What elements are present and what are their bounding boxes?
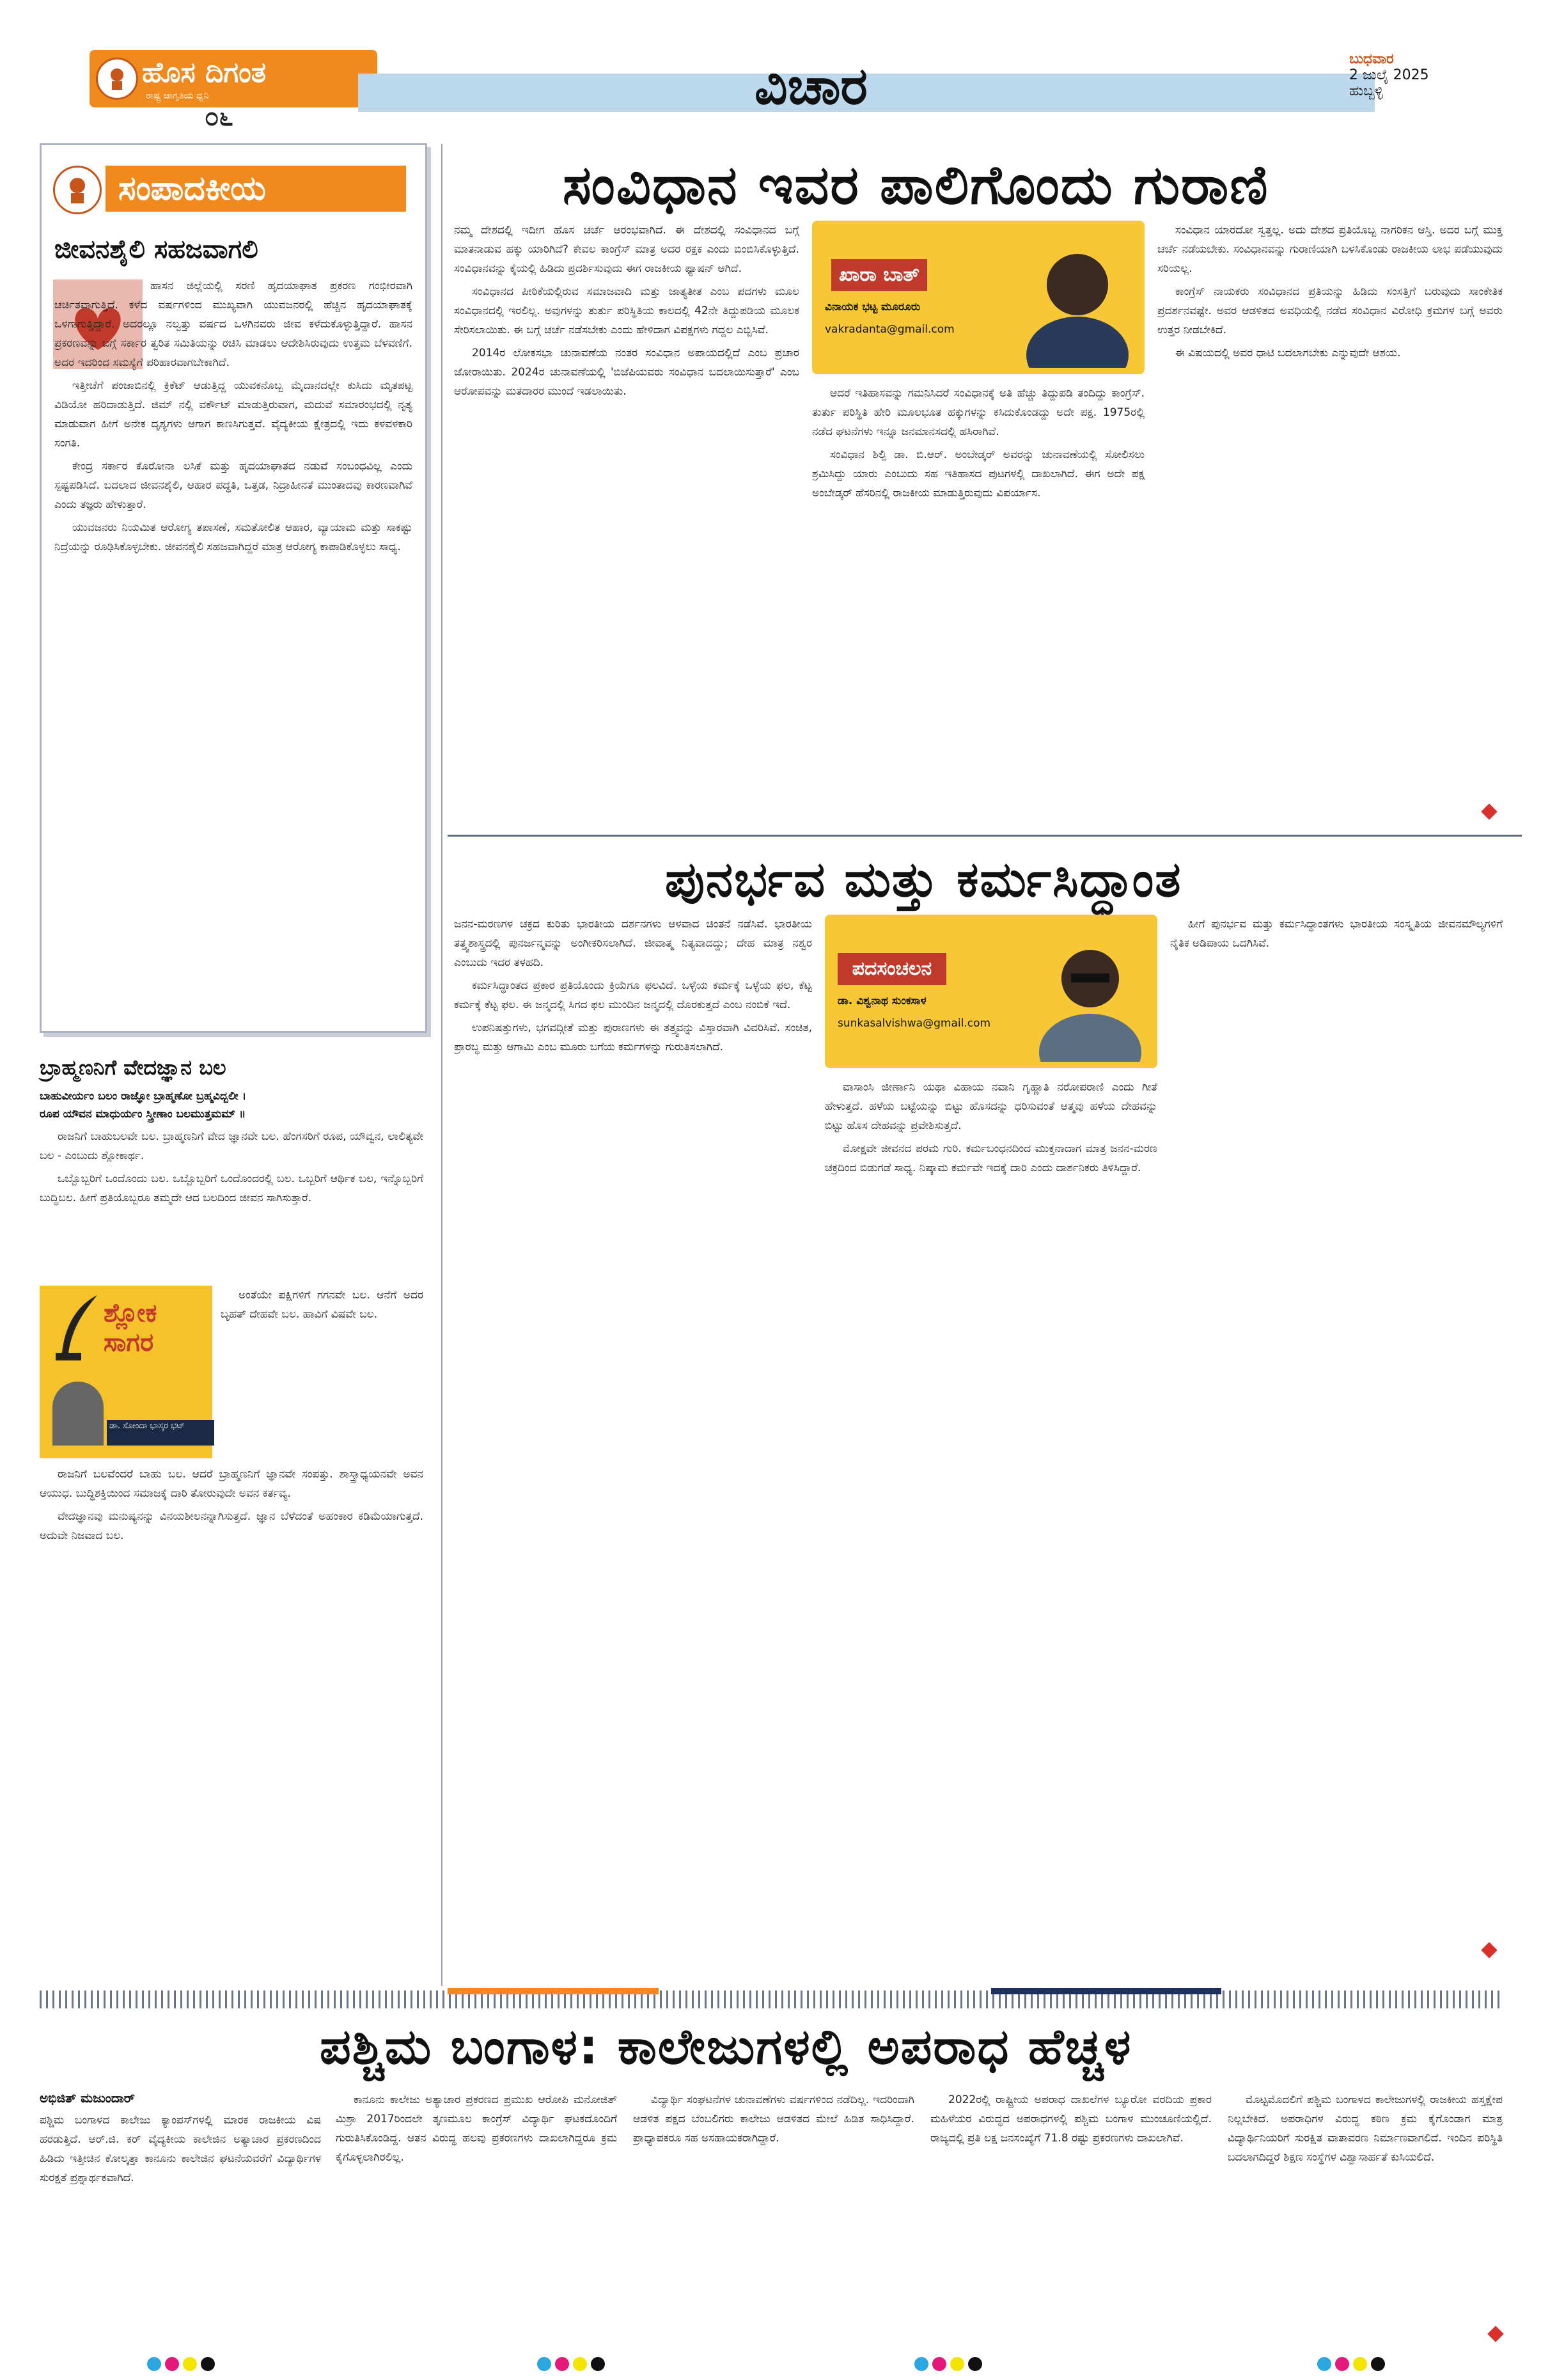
- editorial-box: [40, 143, 427, 1033]
- article3-paragraph: ಪಶ್ಚಿಮ ಬಂಗಾಳದ ಕಾಲೇಜು ಕ್ಯಾಂಪಸ್‌ಗಳಲ್ಲಿ ಮಾರಕ ರಾಜಕೀಯ ವಿಷ ಹರಡುತ್ತಿದೆ. ಆರ್.ಜಿ. ಕರ್ ವೈದ್ಯಕೀಯ ಕಾಲೇಜಿನ ಅತ್ಯಾಚಾರ ಪ್ರಕರಣದಿಂದ ಹಿಡಿದು ಇತ್ತೀಚಿನ ಕೋಲ್ಕತ್ತಾ ಕಾನೂನು ಕಾಲೇಜಿನ ಘಟನೆಯವರೆಗೆ ವಿದ್ಯಾರ್ಥಿಗಳ ಸುರಕ್ಷತೆ ಪ್ರಶ್ನಾರ್ಥಕವಾಗಿದೆ.: [40, 2114, 321, 2184]
- editorial-banner-text: ಸಂಪಾದಕೀಯ: [118, 169, 266, 208]
- article1-author-photo: [1023, 240, 1132, 368]
- editorial-title: ಜೀವನಶೈಲಿ ಸಹಜವಾಗಲಿ: [54, 235, 258, 264]
- quill-icon: [52, 1292, 104, 1362]
- article2-email: sunkasalvishwa@gmail.com: [838, 1017, 991, 1030]
- brahmana-body-side: [221, 1286, 423, 1458]
- brahmana-paragraph: ರಾಜನಿಗೆ ಬಾಹುಬಲವೇ ಬಲ. ಬ್ರಾಹ್ಮಣನಿಗೆ ವೇದ ಜ್ಞಾನವೇ ಬಲ. ಹೆಂಗಸರಿಗೆ ರೂಪ, ಯೌವ್ವನ, ಲಾಲಿತ್ಯವೇ ಬಲ - ಎಂಬುದು ಶ್ಲೋಕಾರ್ಥ.: [40, 1130, 423, 1162]
- brahmana-body-bottom: [40, 1465, 423, 1964]
- date: 2 ಜುಲೈ 2025: [1349, 67, 1429, 83]
- editorial-paragraph: ಕೇಂದ್ರ ಸರ್ಕಾರ ಕೊರೋನಾ ಲಸಿಕೆ ಮತ್ತು ಹೃದಯಾಘಾತದ ನಡುವೆ ಸಂಬಂಧವಿಲ್ಲ ಎಂದು ಸ್ಪಷ್ಟಪಡಿಸಿದೆ. ಬದಲಾದ ಜೀವನಶೈಲಿ, ಆಹಾರ ಪದ್ಧತಿ, ಒತ್ತಡ, ನಿದ್ರಾಹೀನತೆ ಮುಂತಾದವು ಕಾರಣವಾಗಿವೆ ಎಂದು ತಜ್ಞರು ಹೇಳುತ್ತಾರೆ.: [54, 460, 412, 511]
- brahmana-body-top: [40, 1127, 423, 1281]
- article2-col1: [454, 915, 812, 1964]
- brahmana-paragraph: ವೇದಜ್ಞಾನವು ಮನುಷ್ಯನನ್ನು ವಿನಯಶೀಲನನ್ನಾಗಿಸುತ್ತದೆ. ಜ್ಞಾನ ಬೆಳೆದಂತೆ ಅಹಂಕಾರ ಕಡಿಮೆಯಾಗುತ್ತದೆ. ಅದುವೇ ನಿಜವಾದ ಬಲ.: [40, 1510, 423, 1542]
- registration-dot: [165, 2357, 179, 2371]
- article2-author-photo: [1036, 934, 1145, 1062]
- brahmana-paragraph: ಒಬ್ಬೊಬ್ಬರಿಗೆ ಒಂದೊಂದು ಬಲ. ಒಬ್ಬೊಬ್ಬರಿಗೆ ಒಂದೊಂದರಲ್ಲಿ ಬಲ. ಒಬ್ಬರಿಗೆ ಆರ್ಥಿಕ ಬಲ, ಇನ್ನೊಬ್ಬರಿಗೆ ಬುದ್ಧಿಬಲ. ಹೀಗೆ ಪ್ರತಿಯೊಬ್ಬರೂ ತಮ್ಮದೇ ಆದ ಬಲದಿಂದ ಜೀವನ ಸಾಗಿಸುತ್ತಾರೆ.: [40, 1172, 423, 1204]
- registration-dot: [147, 2357, 161, 2371]
- registration-dot: [555, 2357, 569, 2371]
- article2-author: ಡಾ. ವಿಶ್ವನಾಥ ಸುಂಕಸಾಳ: [838, 995, 927, 1007]
- brahmana-title: ಬ್ರಾಹ್ಮಣನಿಗೆ ವೇದಜ್ಞಾನ ಬಲ: [40, 1055, 226, 1080]
- registration-dot: [1371, 2357, 1385, 2371]
- article3-col3: [633, 2090, 914, 2338]
- registration-dot: [1353, 2357, 1367, 2371]
- article2-headline: ಪುನರ್ಭವ ಮತ್ತು ಕರ್ಮಸಿದ್ಧಾಂತ: [665, 851, 1182, 908]
- article3-paragraph: ವಿದ್ಯಾರ್ಥಿ ಸಂಘಟನೆಗಳ ಚುನಾವಣೆಗಳು ವರ್ಷಗಳಿಂದ ನಡೆದಿಲ್ಲ. ಇದರಿಂದಾಗಿ ಆಡಳಿತ ಪಕ್ಷದ ಬೆಂಬಲಿಗರು ಕಾಲೇಜು ಆಡಳಿತದ ಮೇಲೆ ಹಿಡಿತ ಸಾಧಿಸಿದ್ದಾರೆ. ಪ್ರಾಧ್ಯಾಪಕರೂ ಸಹ ಅಸಹಾಯಕರಾಗಿದ್ದಾರೆ.: [633, 2093, 914, 2145]
- article2-paragraph: ಜನನ-ಮರಣಗಳ ಚಕ್ರದ ಕುರಿತು ಭಾರತೀಯ ದರ್ಶನಗಳು ಆಳವಾದ ಚಿಂತನೆ ನಡೆಸಿವೆ. ಭಾರತೀಯ ತತ್ತ್ವಶಾಸ್ತ್ರದಲ್ಲಿ ಪುನರ್ಜನ್ಮವನ್ನು ಅಂಗೀಕರಿಸಲಾಗಿದೆ. ಜೀವಾತ್ಮ ನಿತ್ಯವಾದದ್ದು; ದೇಹ ಮಾತ್ರ ನಶ್ವರ ಎಂಬುದು ಇದರ ತಳಹದಿ.: [454, 918, 812, 969]
- article2-paragraph: ಹೀಗೆ ಪುನರ್ಭವ ಮತ್ತು ಕರ್ಮಸಿದ್ಧಾಂತಗಳು ಭಾರತೀಯ ಸಂಸ್ಕೃತಿಯ ಜೀವನಮೌಲ್ಯಗಳಿಗೆ ನೈತಿಕ ಅಡಿಪಾಯ ಒದಗಿಸಿವೆ.: [1170, 918, 1503, 950]
- article-divider: [448, 835, 1522, 837]
- article3-col2: [336, 2090, 617, 2338]
- editorial-emblem-icon: [53, 166, 102, 214]
- date-block: [1349, 51, 1477, 99]
- article2-paragraph: ಕರ್ಮಸಿದ್ಧಾಂತದ ಪ್ರಕಾರ ಪ್ರತಿಯೊಂದು ಕ್ರಿಯೆಗೂ ಫಲವಿದೆ. ಒಳ್ಳೆಯ ಕರ್ಮಕ್ಕೆ ಒಳ್ಳೆಯ ಫಲ, ಕೆಟ್ಟ ಕರ್ಮಕ್ಕೆ ಕೆಟ್ಟ ಫಲ. ಈ ಜನ್ಮದಲ್ಲಿ ಸಿಗದ ಫಲ ಮುಂದಿನ ಜನ್ಮದಲ್ಲಿ ದೊರಕುತ್ತದೆ ಎಂಬ ನಂಬಿಕೆ ಇದೆ.: [454, 979, 812, 1011]
- article1-email: vakradanta@gmail.com: [825, 323, 955, 336]
- article2-column-label: ಪದಸಂಚಲನ: [838, 953, 946, 985]
- article1-author: ವಿನಾಯಕ ಭಟ್ಟ ಮೂರೂರು: [825, 301, 921, 313]
- masthead: [0, 0, 1541, 147]
- logo-text: ಹೊಸ ದಿಗಂತ: [142, 56, 267, 89]
- shloka-author-photo: [52, 1382, 104, 1446]
- brahmana-paragraph: ರಾಜನಿಗೆ ಬಲವೆಂದರೆ ಬಾಹು ಬಲ. ಆದರೆ ಬ್ರಾಹ್ಮಣನಿಗೆ ಜ್ಞಾನವೇ ಸಂಪತ್ತು. ಶಾಸ್ತ್ರಾಧ್ಯಯನವೇ ಅವನ ಆಯುಧ. ಬುದ್ಧಿಶಕ್ತಿಯಿಂದ ಸಮಾಜಕ್ಕೆ ದಾರಿ ತೋರುವುದೇ ಅವನ ಕರ್ತವ್ಯ.: [40, 1468, 423, 1500]
- separator-navy: [991, 1988, 1221, 1994]
- column-divider: [441, 144, 442, 1986]
- registration-dot: [183, 2357, 197, 2371]
- article2-column-card: [825, 915, 1157, 1068]
- article3-col1: [40, 2111, 321, 2338]
- registration-dot: [591, 2357, 605, 2371]
- article1-paragraph: ಆದರೆ ಇತಿಹಾಸವನ್ನು ಗಮನಿಸಿದರೆ ಸಂವಿಧಾನಕ್ಕೆ ಅತಿ ಹೆಚ್ಚು ತಿದ್ದುಪಡಿ ತಂದಿದ್ದು ಕಾಂಗ್ರೆಸ್. ತುರ್ತು ಪರಿಸ್ಥಿತಿ ಹೇರಿ ಮೂಲಭೂತ ಹಕ್ಕುಗಳನ್ನು ಕಸಿದುಕೊಂಡದ್ದು ಅದೇ ಪಕ್ಷ. 1975ರಲ್ಲಿ ನಡೆದ ಘಟನೆಗಳು ಇನ್ನೂ ಜನಮಾನಸದಲ್ಲಿ ಹಸಿರಾಗಿವೆ.: [812, 387, 1145, 438]
- article1-paragraph: ಈ ವಿಷಯದಲ್ಲಿ ಅವರ ಧಾಟಿ ಬದಲಾಗಬೇಕು ಎನ್ನುವುದೇ ಆಶಯ.: [1175, 347, 1401, 359]
- article1-headline: ಸಂವಿಧಾನ ಇವರ ಪಾಲಿಗೊಂದು ಗುರಾಣಿ: [563, 154, 1269, 216]
- weekday: ಬುಧವಾರ: [1349, 51, 1394, 67]
- article3-headline: ಪಶ್ಚಿಮ ಬಂಗಾಳ: ಕಾಲೇಜುಗಳಲ್ಲಿ ಅಪರಾಧ ಹೆಚ್ಚಳ: [320, 2018, 1132, 2075]
- article1-paragraph: ನಮ್ಮ ದೇಶದಲ್ಲಿ ಇದೀಗ ಹೊಸ ಚರ್ಚೆ ಆರಂಭವಾಗಿದೆ. ಈ ದೇಶದಲ್ಲಿ ಸಂವಿಧಾನದ ಬಗ್ಗೆ ಮಾತನಾಡುವ ಹಕ್ಕು ಯಾರಿಗಿದೆ? ಕೇವಲ ಕಾಂಗ್ರೆಸ್ ಮಾತ್ರ ಅದರ ರಕ್ಷಕ ಎಂದು ಬಿಂಬಿಸಿಕೊಳ್ಳುತ್ತಿದೆ. ಸಂವಿಧಾನವನ್ನು ಕೈಯಲ್ಲಿ ಹಿಡಿದು ಪ್ರದರ್ಶಿಸುವುದು ಈಗ ರಾಜಕೀಯ ಫ್ಯಾಷನ್ ಆಗಿದೆ.: [454, 224, 799, 275]
- article1-col3: [1157, 221, 1503, 828]
- article1-paragraph: ಕಾಂಗ್ರೆಸ್ ನಾಯಕರು ಸಂವಿಧಾನದ ಪ್ರತಿಯನ್ನು ಹಿಡಿದು ಸಂಸತ್ತಿಗೆ ಬರುವುದು ಸಾಂಕೇತಿಕ ಪ್ರದರ್ಶನವಷ್ಟೇ. ಅವರ ಆಡಳಿತದ ಅವಧಿಯಲ್ಲಿ ನಡೆದ ಸಂವಿಧಾನ ವಿರೋಧಿ ಕ್ರಮಗಳ ಬಗ್ಗೆ ಅವರು ಉತ್ತರ ನೀಡಬೇಕಿದೆ.: [1157, 285, 1503, 336]
- article1-column-card: [812, 221, 1145, 374]
- article2-paragraph: ವಾಸಾಂಸಿ ಜೀರ್ಣಾನಿ ಯಥಾ ವಿಹಾಯ ನವಾನಿ ಗೃಹ್ಣಾತಿ ನರೋಪರಾಣಿ ಎಂದು ಗೀತೆ ಹೇಳುತ್ತದೆ. ಹಳೆಯ ಬಟ್ಟೆಯನ್ನು ಬಿಟ್ಟು ಹೊಸದನ್ನು ಧರಿಸುವಂತೆ ಆತ್ಮವು ಹಳೆಯ ದೇಹವನ್ನು ಬಿಟ್ಟು ಹೊಸ ದೇಹವನ್ನು ಪ್ರವೇಶಿಸುತ್ತದೆ.: [825, 1081, 1157, 1132]
- article2-col2: [825, 1078, 1157, 1964]
- shloka-title: ಶ್ಲೋಕ ಸಾಗರ: [104, 1298, 157, 1357]
- article3-paragraph: ಕಾನೂನು ಕಾಲೇಜು ಅತ್ಯಾಚಾರ ಪ್ರಕರಣದ ಪ್ರಮುಖ ಆರೋಪಿ ಮನೋಜಿತ್ ಮಿಶ್ರಾ 2017ರಿಂದಲೇ ತೃಣಮೂಲ ಕಾಂಗ್ರೆಸ್ ವಿದ್ಯಾರ್ಥಿ ಘಟಕದೊಂದಿಗೆ ಗುರುತಿಸಿಕೊಂಡಿದ್ದ. ಆತನ ವಿರುದ್ಧ ಹಲವು ಪ್ರಕರಣಗಳು ದಾಖಲಾಗಿದ್ದರೂ ಕ್ರಮ ಕೈಗೊಳ್ಳಲಾಗಿರಲಿಲ್ಲ.: [336, 2093, 617, 2164]
- shloka-sagara-box: [40, 1286, 212, 1458]
- registration-dot: [914, 2357, 928, 2371]
- article2-paragraph: ಮೋಕ್ಷವೇ ಜೀವನದ ಪರಮ ಗುರಿ. ಕರ್ಮಬಂಧನದಿಂದ ಮುಕ್ತನಾದಾಗ ಮಾತ್ರ ಜನನ-ಮರಣ ಚಕ್ರದಿಂದ ಬಿಡುಗಡೆ ಸಾಧ್ಯ. ನಿಷ್ಕಾಮ ಕರ್ಮವೇ ಇದಕ್ಕೆ ದಾರಿ ಎಂದು ದಾರ್ಶನಿಕರು ತಿಳಿಸಿದ್ದಾರೆ.: [825, 1142, 1157, 1174]
- separator-stripes: [40, 1990, 1504, 2008]
- article1-paragraph: 2014ರ ಲೋಕಸಭಾ ಚುನಾವಣೆಯ ನಂತರ ಸಂವಿಧಾನ ಅಪಾಯದಲ್ಲಿದೆ ಎಂಬ ಪ್ರಚಾರ ಜೋರಾಯಿತು. 2024ರ ಚುನಾವಣೆಯಲ್ಲಿ 'ಬಿಜೆಪಿಯವರು ಸಂವಿಧಾನ ಬದಲಾಯಿಸುತ್ತಾರೆ' ಎಂಬ ಆರೋಪವನ್ನು ಮತದಾರರ ಮುಂದೆ ಇಡಲಾಯಿತು.: [454, 347, 799, 398]
- article1-col1: [454, 221, 799, 828]
- section-title: ವಿಚಾರ: [755, 56, 868, 116]
- registration-dot: [932, 2357, 946, 2371]
- article1-paragraph: ಸಂವಿಧಾನ ಯಾರದೋ ಸ್ವತ್ತಲ್ಲ. ಅದು ದೇಶದ ಪ್ರತಿಯೊಬ್ಬ ನಾಗರಿಕನ ಆಸ್ತಿ. ಅದರ ಬಗ್ಗೆ ಮುಕ್ತ ಚರ್ಚೆ ನಡೆಯಬೇಕು. ಸಂವಿಧಾನವನ್ನು ಗುರಾಣಿಯಾಗಿ ಬಳಸಿಕೊಂಡು ರಾಜಕೀಯ ಲಾಭ ಪಡೆಯುವುದು ಸರಿಯಲ್ಲ.: [1157, 224, 1503, 275]
- article1-paragraph: ಸಂವಿಧಾನ ಶಿಲ್ಪಿ ಡಾ. ಬಿ.ಆರ್. ಅಂಬೇಡ್ಕರ್ ಅವರನ್ನು ಚುನಾವಣೆಯಲ್ಲಿ ಸೋಲಿಸಲು ಶ್ರಮಿಸಿದ್ದು ಯಾರು ಎಂಬುದು ಸಹ ಇತಿಹಾಸದ ಪುಟಗಳಲ್ಲಿ ದಾಖಲಾಗಿದೆ. ಈಗ ಅದೇ ಪಕ್ಷ ಅಂಬೇಡ್ಕರ್ ಹೆಸರಿನಲ್ಲಿ ರಾಜಕೀಯ ಮಾಡುತ್ತಿರುವುದು ವಿಪರ್ಯಾಸ.: [812, 448, 1145, 500]
- registration-dot: [968, 2357, 982, 2371]
- separator-orange: [448, 1988, 659, 1994]
- registration-dot: [950, 2357, 964, 2371]
- article1-column-label: ಖಾರಾ ಬಾತ್: [831, 259, 927, 291]
- logo-emblem-icon: [96, 58, 138, 100]
- article3-author: ಅಭಿಜಿತ್ ಮಜುಂದಾರ್: [40, 2090, 135, 2106]
- shloka-author: ಡಾ. ಸೋಂದಾ ಭಾಸ್ಕರ ಭಟ್: [107, 1420, 214, 1446]
- editorial-body: [54, 276, 412, 1021]
- article3-paragraph: 2022ರಲ್ಲಿ ರಾಷ್ಟ್ರೀಯ ಅಪರಾಧ ದಾಖಲೆಗಳ ಬ್ಯೂರೋ ವರದಿಯ ಪ್ರಕಾರ ಮಹಿಳೆಯರ ವಿರುದ್ಧದ ಅಪರಾಧಗಳಲ್ಲಿ ಪಶ್ಚಿಮ ಬಂಗಾಳ ಮುಂಚೂಣಿಯಲ್ಲಿದೆ. ರಾಜ್ಯದಲ್ಲಿ ಪ್ರತಿ ಲಕ್ಷ ಜನಸಂಖ್ಯೆಗೆ 71.8 ರಷ್ಟು ಪ್ರಕರಣಗಳು ದಾಖಲಾಗಿವೆ.: [930, 2093, 1212, 2145]
- page-number: ೦೬: [205, 102, 233, 132]
- newspaper-logo: [90, 50, 377, 107]
- article1-col2: [812, 384, 1145, 828]
- city: ಹುಬ್ಬಳ್ಳಿ: [1349, 83, 1384, 99]
- article2-paragraph: ಉಪನಿಷತ್ತುಗಳು, ಭಗವದ್ಗೀತೆ ಮತ್ತು ಪುರಾಣಗಳು ಈ ತತ್ತ್ವವನ್ನು ವಿಸ್ತಾರವಾಗಿ ವಿವರಿಸಿವೆ. ಸಂಚಿತ, ಪ್ರಾರಬ್ಧ ಮತ್ತು ಆಗಾಮಿ ಎಂಬ ಮೂರು ಬಗೆಯ ಕರ್ಮಗಳನ್ನು ಗುರುತಿಸಲಾಗಿದೆ.: [454, 1021, 812, 1053]
- article2-col3: [1170, 915, 1503, 1964]
- article1-paragraph: ಸಂವಿಧಾನದ ಪೀಠಿಕೆಯಲ್ಲಿರುವ ಸಮಾಜವಾದಿ ಮತ್ತು ಜಾತ್ಯತೀತ ಎಂಬ ಪದಗಳು ಮೂಲ ಸಂವಿಧಾನದಲ್ಲಿ ಇರಲಿಲ್ಲ. ಅವುಗಳನ್ನು ತುರ್ತು ಪರಿಸ್ಥಿತಿಯ ಕಾಲದಲ್ಲಿ 42ನೇ ತಿದ್ದುಪಡಿಯ ಮೂಲಕ ಸೇರಿಸಲಾಯಿತು. ಈ ಬಗ್ಗೆ ಚರ್ಚೆ ನಡೆಸಬೇಕು ಎಂದು ಹೇಳಿದಾಗ ವಿಪಕ್ಷಗಳು ಗದ್ದಲ ಎಬ್ಬಿಸಿವೆ.: [454, 285, 799, 336]
- registration-dot: [537, 2357, 551, 2371]
- brahmana-paragraph: ಅಂತೆಯೇ ಪಕ್ಷಿಗಳಿಗೆ ಗಗನವೇ ಬಲ. ಆನೆಗೆ ಅದರ ಬೃಹತ್ ದೇಹವೇ ಬಲ. ಹಾವಿಗೆ ವಿಷವೇ ಬಲ.: [221, 1289, 423, 1321]
- brahmana-verse: ಬಾಹುವೀರ್ಯಂ ಬಲಂ ರಾಜ್ಞೋ ಬ್ರಾಹ್ಮಣೋ ಬ್ರಹ್ಮವಿದ್ಬಲೀ । ರೂಪ ಯೌವನ ಮಾಧುರ್ಯಂ ಸ್ತ್ರೀಣಾಂ ಬಲಮುತ್ತಮಮ್ ॥: [40, 1090, 247, 1121]
- article3-col5: [1228, 2090, 1503, 2338]
- article3-paragraph: ಮೊಟ್ಟಮೊದಲಿಗೆ ಪಶ್ಚಿಮ ಬಂಗಾಳದ ಕಾಲೇಜುಗಳಲ್ಲಿ ರಾಜಕೀಯ ಹಸ್ತಕ್ಷೇಪ ನಿಲ್ಲಬೇಕಿದೆ. ಅಪರಾಧಿಗಳ ವಿರುದ್ಧ ಕಠಿಣ ಕ್ರಮ ಕೈಗೊಂಡಾಗ ಮಾತ್ರ ವಿದ್ಯಾರ್ಥಿನಿಯರಿಗೆ ಸುರಕ್ಷಿತ ವಾತಾವರಣ ನಿರ್ಮಾಣವಾಗಲಿದೆ. ಇಂದಿನ ಪರಿಸ್ಥಿತಿ ಬದಲಾಗದಿದ್ದರೆ ಶಿಕ್ಷಣ ಸಂಸ್ಥೆಗಳ ವಿಶ್ವಾಸಾರ್ಹತೆ ಕುಸಿಯಲಿದೆ.: [1228, 2093, 1503, 2164]
- editorial-paragraph: ಹಾಸನ ಜಿಲ್ಲೆಯಲ್ಲಿ ಸರಣಿ ಹೃದಯಾಘಾತ ಪ್ರಕರಣ ಗಂಭೀರವಾಗಿ ಚರ್ಚಿತವಾಗುತ್ತಿದೆ. ಕಳೆದ ವರ್ಷಗಳಿಂದ ಮುಖ್ಯವಾಗಿ ಯುವಜನರಲ್ಲಿ ಹೆಚ್ಚಿನ ಹೃದಯಾಘಾತಕ್ಕೆ ಒಳಗಾಗುತ್ತಿದ್ದಾರೆ. ಅದರಲ್ಲೂ ನಲ್ವತ್ತು ವರ್ಷದ ಒಳಗಿನವರು ಜೀವ ಕಳೆದುಕೊಳ್ಳುತ್ತಿದ್ದಾರೆ. ಹಾಸನ ಪ್ರಕರಣವನ್ನು ಬಗ್ಗೆ ಸರ್ಕಾರ ತ್ವರಿತ ಸಮಿತಿಯನ್ನು ರಚಿಸಿ ಮಾಡಲು ಆದೇಶಿಸಿರುವುದು ಉತ್ತಮ ಬೆಳವಣಿಗೆ. ಅದರ ಇದರಿಂದ ಸಮಸ್ಯೆಗೆ ಪರಿಹಾರವಾಗಬೇಕಾಗಿದೆ.: [54, 280, 412, 369]
- editorial-paragraph: ಇತ್ತೀಚೆಗೆ ಪಂಜಾಬಿನಲ್ಲಿ ಕ್ರಿಕೆಟ್ ಆಡುತ್ತಿದ್ದ ಯುವಕನೊಬ್ಬ ಮೈದಾನದಲ್ಲೇ ಕುಸಿದು ಮೃತಪಟ್ಟ ವಿಡಿಯೋ ಹರಿದಾಡುತ್ತಿದೆ. ಜಿಮ್ ನಲ್ಲಿ ವರ್ಕೌಟ್ ಮಾಡುತ್ತಿರುವಾಗ, ಮದುವೆ ಸಮಾರಂಭದಲ್ಲಿ ನೃತ್ಯ ಮಾಡುವಾಗ ಹೀಗೆ ಅನೇಕ ದೃಶ್ಯಗಳು ಆಗಾಗ ಕಾಣಸಿಗುತ್ತವೆ. ವೈದ್ಯಕೀಯ ಕ್ಷೇತ್ರದಲ್ಲಿ ಇದು ಕಳವಳಕಾರಿ ಸಂಗತಿ.: [54, 379, 412, 450]
- logo-tagline: ರಾಷ್ಟ್ರ ಜಾಗೃತಿಯ ಧ್ವನಿ: [146, 91, 209, 101]
- registration-dot: [1335, 2357, 1349, 2371]
- registration-dot: [201, 2357, 215, 2371]
- registration-dot: [1317, 2357, 1331, 2371]
- registration-dot: [573, 2357, 587, 2371]
- editorial-paragraph: ಯುವಜನರು ನಿಯಮಿತ ಆರೋಗ್ಯ ತಪಾಸಣೆ, ಸಮತೋಲಿತ ಆಹಾರ, ವ್ಯಾಯಾಮ ಮತ್ತು ಸಾಕಷ್ಟು ನಿದ್ರೆಯನ್ನು ರೂಢಿಸಿಕೊಳ್ಳಬೇಕು. ಜೀವನಶೈಲಿ ಸಹಜವಾಗಿದ್ದರೆ ಮಾತ್ರ ಆರೋಗ್ಯ ಕಾಪಾಡಿಕೊಳ್ಳಲು ಸಾಧ್ಯ.: [54, 521, 412, 553]
- article3-col4: [930, 2090, 1212, 2338]
